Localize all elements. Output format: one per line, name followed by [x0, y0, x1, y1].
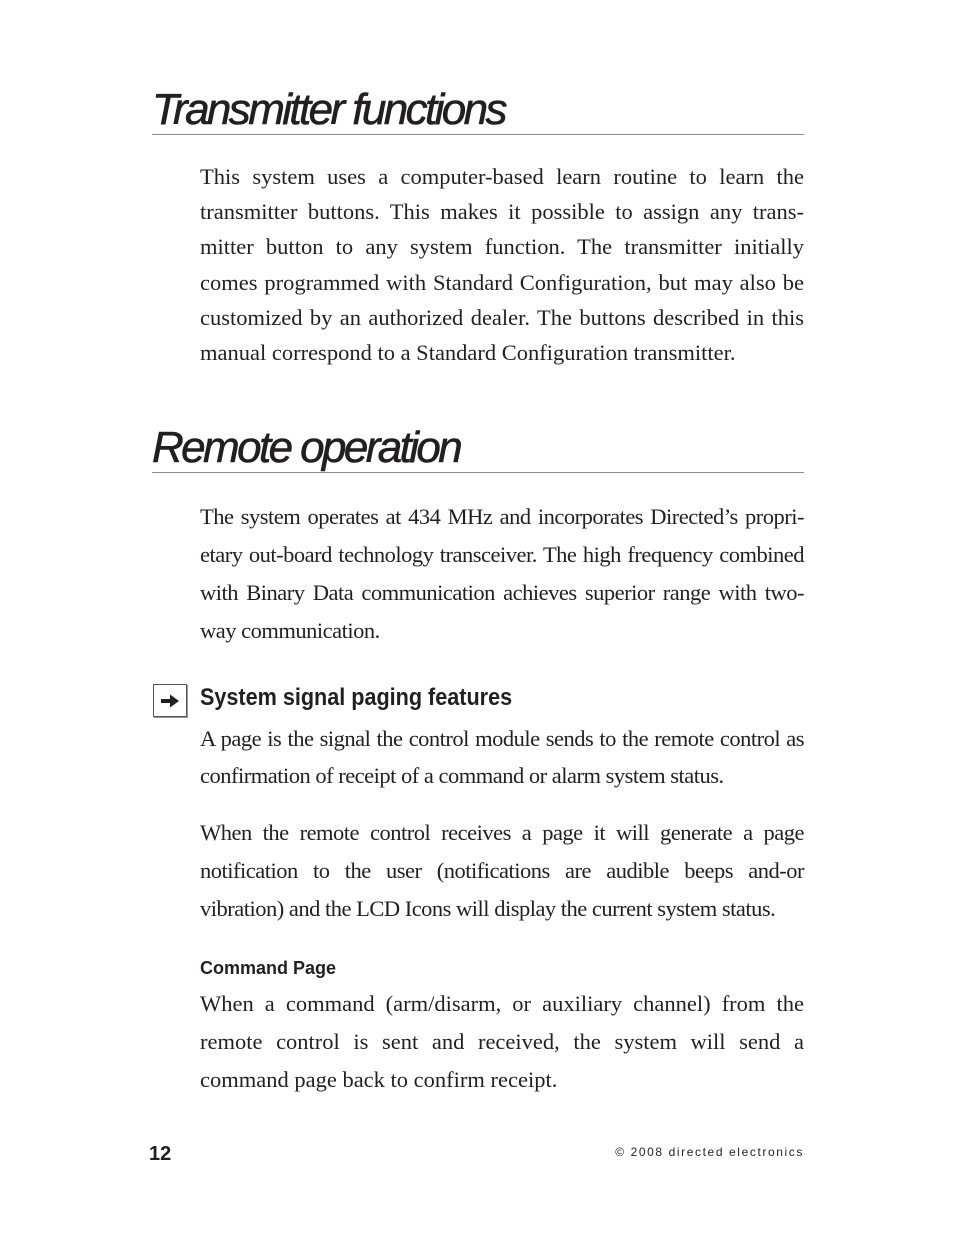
transmitter-functions-heading: Transmitter functions	[152, 88, 804, 135]
transmitter-functions-paragraph: This system uses a computer-based learn routine to learn the transmitter buttons. This makes it possible to assign any trans-mitter button to any system function. The transmitter initially comes programmed with Standard Configuration, but may also be customized by an authorized dealer. The buttons described in this manual correspond to a Standard Configuration transmitter.	[200, 164, 804, 366]
system-signal-paging-heading: System signal paging features	[200, 684, 513, 711]
remote-operation-paragraph: The system operates at 434 MHz and incorporates Directed’s propri-etary out-board technology transceiver. The high frequency combined with Binary Data communication achieves superior range with two-way communication.	[200, 504, 804, 643]
right-arrow-glyph	[159, 692, 181, 710]
copyright-notice: © 2008 directed electronics	[615, 1145, 804, 1159]
remote-operation-heading: Remote operation	[152, 426, 804, 473]
paging-paragraph-1: A page is the signal the control module sends to the remote control as confirmation of receipt of a command or alarm system status.	[200, 726, 804, 788]
command-page-paragraph: When a command (arm/disarm, or auxiliary channel) from the remote control is sent and received, the system will send a command page back to confirm receipt.	[200, 991, 804, 1092]
paging-paragraph-2: When the remote control receives a page it will generate a page notification to the user (notifications are audible beeps and-or vibration) and the LCD Icons will display the current system status.	[200, 820, 804, 921]
right-arrow-icon	[153, 684, 187, 717]
page-number: 12	[149, 1143, 172, 1165]
command-page-heading: Command Page	[200, 958, 337, 978]
